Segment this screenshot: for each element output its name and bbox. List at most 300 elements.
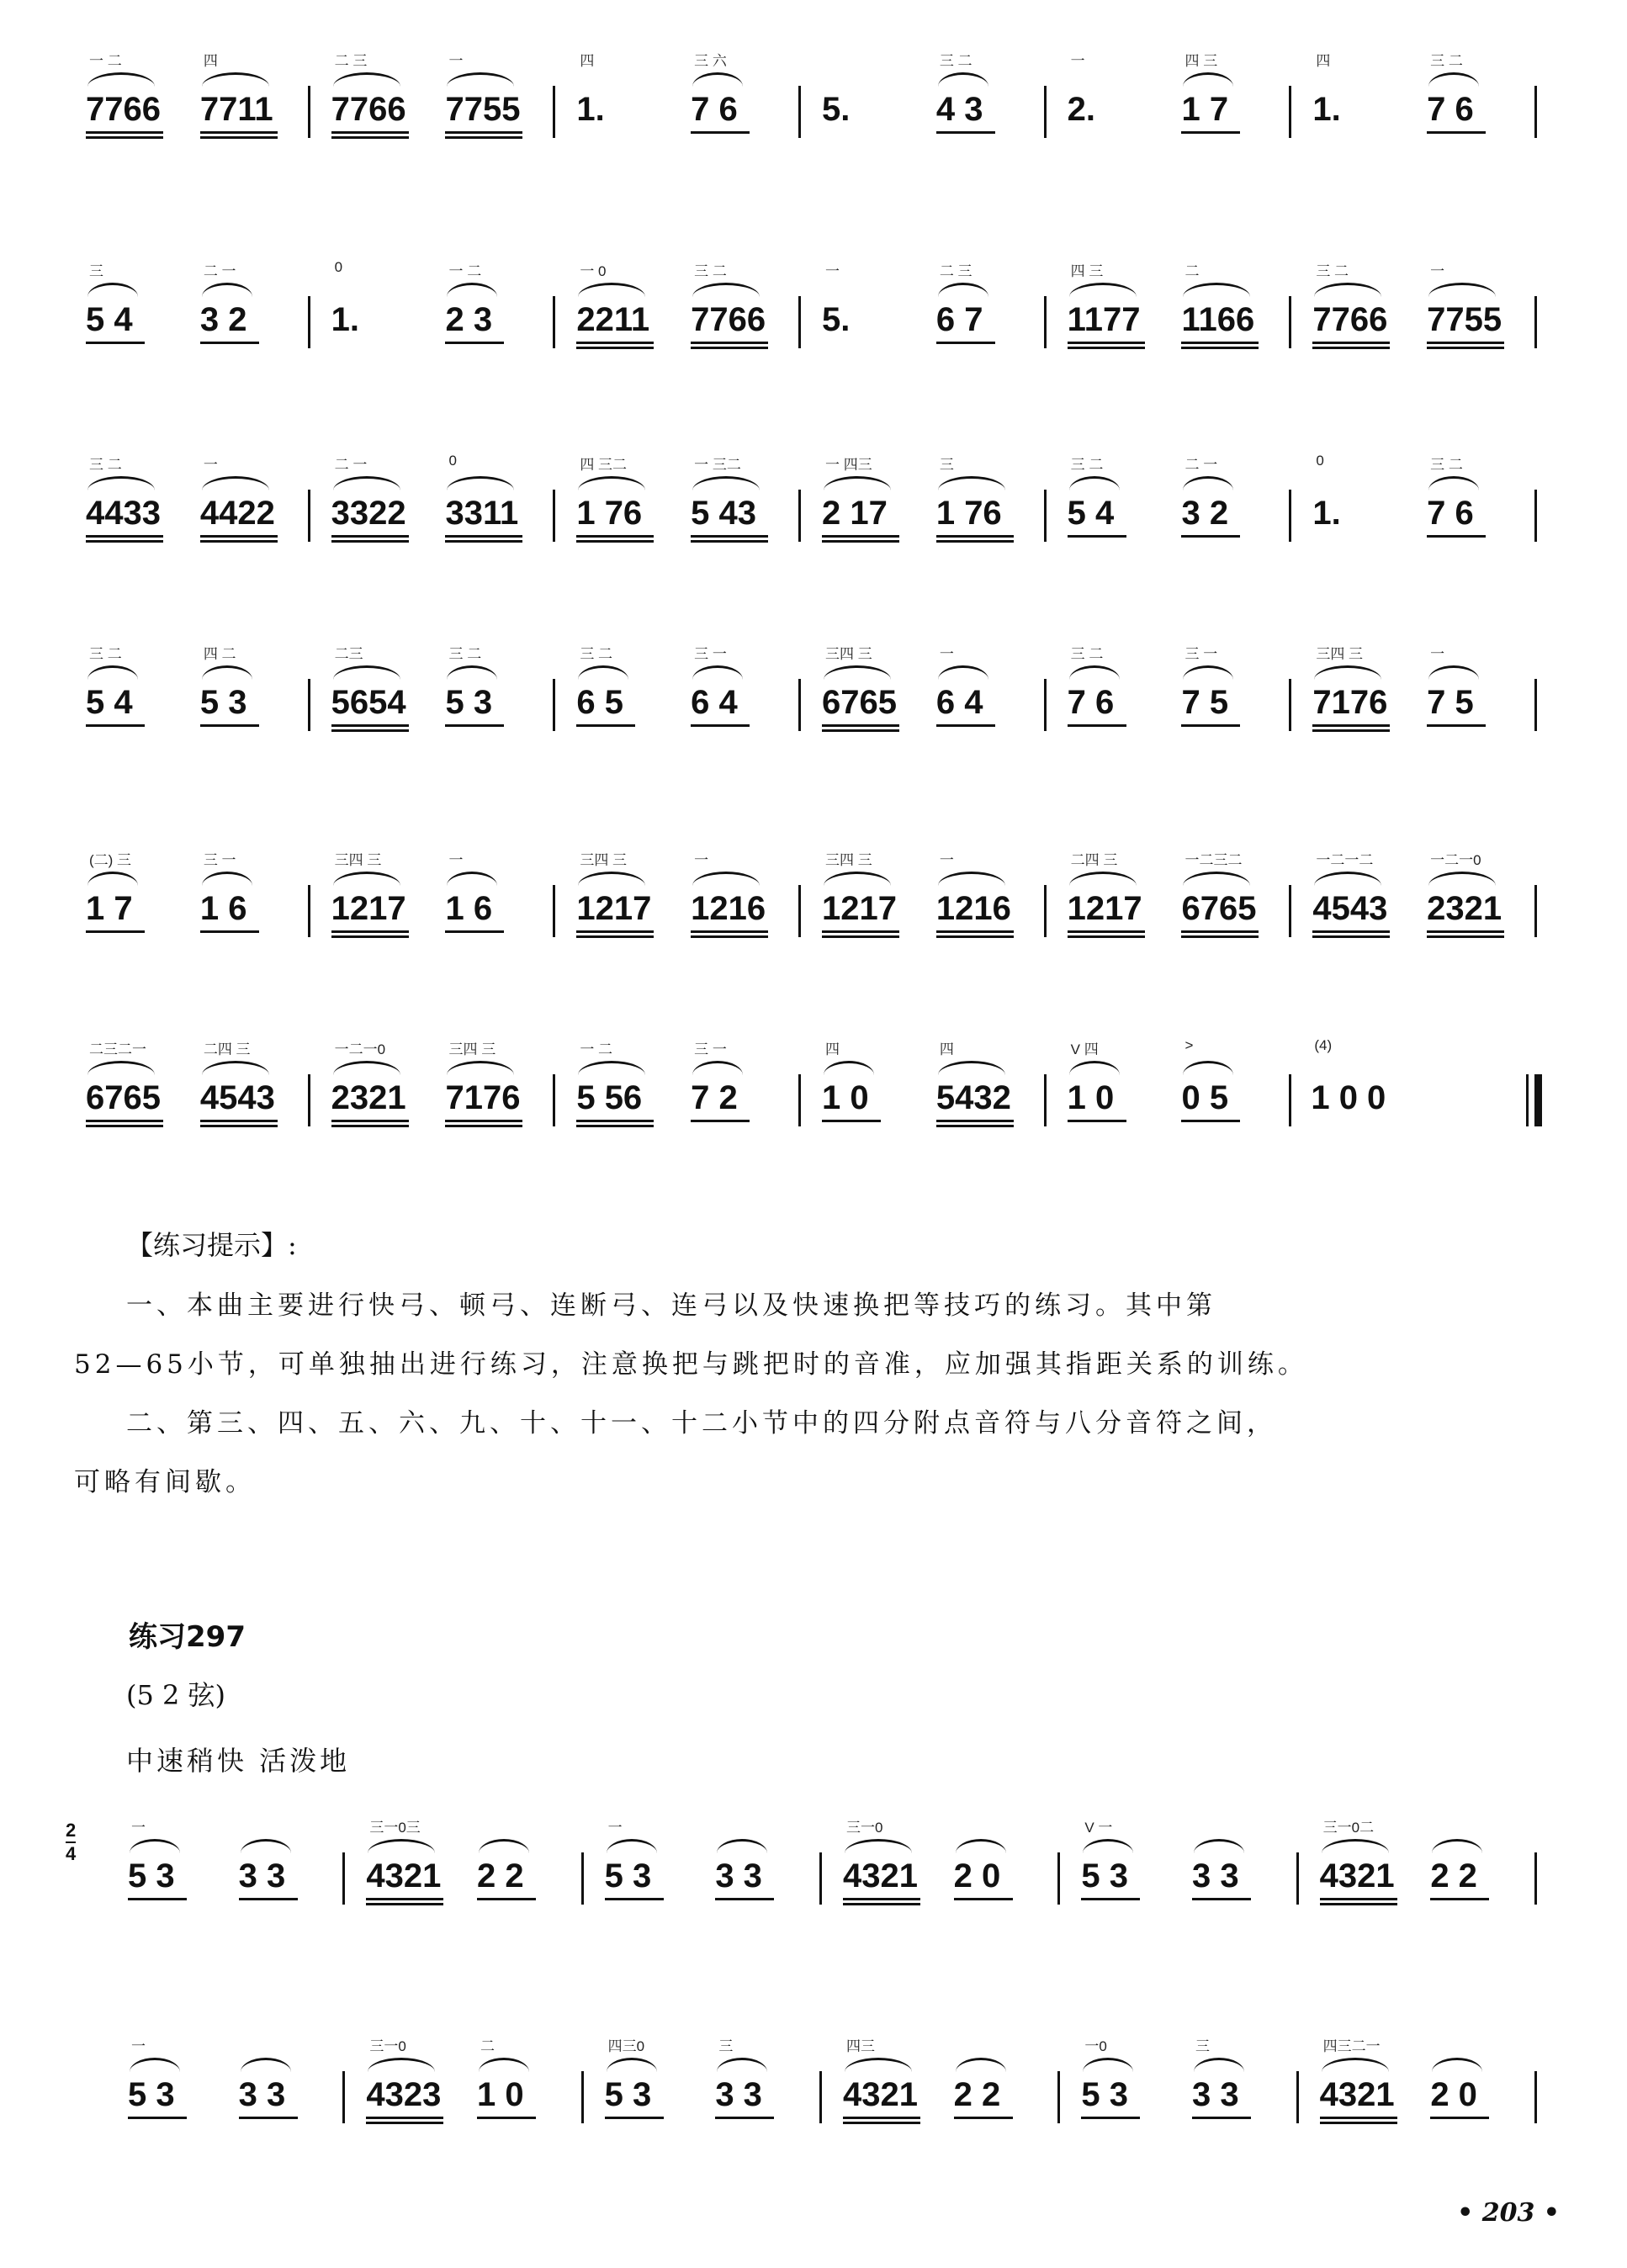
slur [1069, 1061, 1120, 1075]
beam-line [954, 1898, 1013, 1900]
beam-line [445, 1125, 522, 1127]
slur [1183, 665, 1233, 680]
slur [1428, 665, 1479, 680]
measure [1294, 244, 1540, 370]
fingering-mark: 一0 [1084, 2038, 1107, 2054]
beam-line [86, 1120, 163, 1122]
barline [798, 885, 801, 937]
beam-line [843, 1898, 920, 1900]
beam-line [605, 1898, 664, 1900]
measure [803, 833, 1049, 959]
slur [202, 72, 269, 87]
slur [368, 1839, 435, 1853]
note-group: 6765 [822, 684, 897, 721]
barline [1534, 885, 1537, 937]
beam-line [822, 535, 899, 538]
fingering-mark: 二 三 [334, 53, 368, 69]
note-group: 5 3 [604, 2076, 652, 2113]
beam-line [576, 342, 654, 344]
slur [692, 476, 760, 490]
beam-line [1427, 347, 1504, 349]
note-group: 7 5 [1181, 684, 1229, 721]
slur [1194, 1839, 1244, 1853]
fingering-mark: (4) [1314, 1037, 1333, 1053]
beam-line [576, 930, 654, 933]
fingering-mark: 三四 三 [825, 646, 872, 662]
beam-line [954, 2117, 1013, 2119]
beam-line [936, 1120, 1014, 1122]
slur [202, 1061, 269, 1075]
note-group: 5 3 [445, 684, 493, 721]
slur [1069, 872, 1137, 886]
score-row-1 [0, 34, 1627, 160]
note-group: 1 7 [1181, 91, 1229, 128]
note-group: 1216 [691, 890, 766, 927]
beam-line [691, 540, 768, 543]
measure [1049, 833, 1295, 959]
beam-line [445, 1120, 522, 1122]
beam-line [936, 131, 995, 134]
fingering-mark: 四 [1316, 53, 1331, 69]
fingering-mark: 四 [203, 53, 218, 69]
beam-line [1181, 535, 1240, 538]
beam-line [576, 535, 654, 538]
slur [824, 476, 891, 490]
measure [558, 627, 803, 753]
note-group: 5654 [331, 684, 406, 721]
beam-line [1068, 1120, 1126, 1122]
beam-line [86, 540, 163, 543]
note-group: 7755 [445, 91, 521, 128]
beam-line [200, 1120, 278, 1122]
beam-line [1430, 2117, 1489, 2119]
measure [1063, 1800, 1301, 1926]
barline [1534, 490, 1537, 542]
beam-line [1312, 935, 1390, 938]
note-group: 5 4 [86, 301, 133, 338]
beam-line [1181, 342, 1259, 344]
beam-line [1312, 724, 1390, 727]
beam-line [239, 1898, 298, 1900]
beam-line [1312, 930, 1390, 933]
fingering-mark: 一 [203, 457, 218, 473]
note-group: 6 4 [935, 684, 983, 721]
measure [347, 1800, 586, 1926]
slur [1069, 665, 1120, 680]
slur [130, 1839, 180, 1853]
beam-line [86, 1125, 163, 1127]
measure [1049, 1022, 1295, 1148]
fingering-mark: 三 二 [580, 646, 613, 662]
fingering-mark: 三一0 [369, 2038, 406, 2054]
note-group: 5432 [935, 1079, 1011, 1116]
fingering-mark: 三四 三 [334, 852, 382, 868]
slur [607, 1839, 657, 1853]
beam-line [1068, 724, 1126, 727]
slur [1083, 1839, 1133, 1853]
beam-line [366, 2117, 443, 2119]
beam-line [822, 935, 899, 938]
measure [1049, 437, 1295, 564]
note-group: 1 76 [576, 495, 643, 532]
barline [308, 679, 310, 731]
note-group: 5 3 [128, 1857, 175, 1894]
note-group: 1216 [935, 890, 1011, 927]
measure [1294, 1022, 1540, 1148]
slur [447, 1061, 514, 1075]
slur [1069, 283, 1137, 297]
fingering-mark: 一 [939, 646, 954, 662]
barline [1289, 885, 1291, 937]
barline [581, 1852, 584, 1905]
slur [1183, 872, 1250, 886]
barline [1044, 885, 1047, 937]
note-group: 1217 [576, 890, 652, 927]
hint-para2-line2: 可略有间歇。 [74, 1467, 256, 1497]
slur [479, 1839, 529, 1853]
fingering-mark: 四三 [846, 2038, 875, 2054]
slur [1428, 283, 1496, 297]
fingering-mark: 一 [131, 1820, 146, 1836]
barline [581, 2071, 584, 2123]
note-group: 2 2 [476, 1857, 524, 1894]
score-row-8 [0, 2019, 1627, 2145]
fingering-mark: 0 [334, 259, 343, 275]
fingering-mark: 二 三 [939, 263, 972, 279]
beam-line [822, 1120, 881, 1122]
note-group: 5 3 [128, 2076, 175, 2113]
barline [1534, 296, 1537, 348]
beam-line [691, 131, 750, 134]
note-group: 1 0 [1067, 1079, 1115, 1116]
note-group: 7766 [1312, 301, 1388, 338]
beam-line [200, 136, 278, 139]
slur [1428, 872, 1496, 886]
note-group: 5 4 [86, 684, 133, 721]
slur [130, 2058, 180, 2072]
beam-line [331, 935, 409, 938]
note-group: 4543 [199, 1079, 275, 1116]
note-group: 4321 [1319, 2076, 1395, 2113]
beam-line [200, 724, 259, 727]
barline [1044, 679, 1047, 731]
barline [798, 296, 801, 348]
measure [1301, 2019, 1540, 2145]
measure [1294, 833, 1540, 959]
barline [308, 86, 310, 138]
beam-line [1068, 930, 1145, 933]
note-group: 7176 [445, 1079, 521, 1116]
beam-line [1320, 2122, 1397, 2124]
fingering-mark: 三 [1195, 2038, 1210, 2054]
slur [938, 476, 1005, 490]
measure [109, 2019, 347, 2145]
beam-line [1312, 729, 1390, 732]
beam-line [691, 342, 768, 344]
measure [558, 437, 803, 564]
barline [1289, 1074, 1291, 1126]
barline [308, 885, 310, 937]
slur [1183, 283, 1250, 297]
beam-line [1181, 131, 1240, 134]
fingering-mark: 四 三 [1184, 53, 1218, 69]
beam-line [822, 724, 899, 727]
beam-line [1320, 1903, 1397, 1905]
beam-line [936, 540, 1014, 543]
slur [845, 1839, 912, 1853]
barline [798, 679, 801, 731]
fingering-mark: 三 二 [1316, 263, 1349, 279]
fingering-mark: (二) 三 [89, 852, 132, 868]
beam-line [200, 930, 259, 933]
hint-para1-line2: 52—65小节，可单独抽出进行练习，注意换把与跳把时的音准，应加强其指距关系的训练。 [74, 1349, 1308, 1380]
beam-line [331, 136, 409, 139]
note-group: 2. [1067, 91, 1096, 128]
beam-line [576, 1125, 654, 1127]
score-row-7 [0, 1800, 1627, 1926]
fingering-mark: 二 [480, 2038, 495, 2054]
slur [692, 72, 743, 87]
fingering-mark: 一 二 [89, 53, 122, 69]
note-group: 2 2 [1430, 1857, 1477, 1894]
note-group: 1 0 [476, 2076, 524, 2113]
fingering-mark: 三四 三 [1316, 646, 1364, 662]
barline [308, 1074, 310, 1126]
slur [692, 665, 743, 680]
beam-line [936, 930, 1014, 933]
slur [202, 665, 252, 680]
beam-line [445, 535, 522, 538]
note-group: 7711 [199, 91, 273, 128]
barline [308, 490, 310, 542]
fingering-mark: 一二一二 [1316, 852, 1374, 868]
beam-line [1068, 347, 1145, 349]
note-group: 7 6 [1067, 684, 1115, 721]
barline [1296, 1852, 1299, 1905]
note-group: 1. [576, 91, 605, 128]
beam-line [1427, 342, 1504, 344]
barline [342, 1852, 345, 1905]
beam-line [691, 535, 768, 538]
slur [333, 476, 400, 490]
beam-line [331, 729, 409, 732]
slur [87, 1061, 155, 1075]
slur [87, 872, 138, 886]
measure [67, 627, 313, 753]
fingering-mark: 三四 三 [825, 852, 872, 868]
fingering-mark: 一 [939, 852, 954, 868]
fingering-mark: 一 0 [580, 263, 607, 279]
beam-line [477, 1898, 536, 1900]
beam-line [86, 136, 163, 139]
fingering-mark: 一 四三 [825, 457, 872, 473]
note-group: 3 3 [715, 1857, 762, 1894]
slur [87, 283, 138, 297]
beam-line [86, 930, 145, 933]
note-group: 4 3 [935, 91, 983, 128]
note-group: 1. [331, 301, 360, 338]
fingering-mark: 一 [1070, 53, 1085, 69]
fingering-mark: 三一0 [846, 1820, 883, 1836]
fingering-mark: 二 一 [1184, 457, 1218, 473]
beam-line [1427, 930, 1504, 933]
note-group: 2 2 [953, 2076, 1001, 2113]
barline [1534, 2071, 1537, 2123]
fingering-mark: 三 一 [694, 646, 727, 662]
slur [692, 1061, 743, 1075]
slur [956, 1839, 1006, 1853]
slur [578, 1061, 645, 1075]
note-group: 4433 [86, 495, 161, 532]
note-group: 6 5 [576, 684, 623, 721]
page-number: • 203 • [1457, 2198, 1560, 2228]
note-group: 1 0 [822, 1079, 869, 1116]
slur [1083, 2058, 1133, 2072]
slur [578, 283, 645, 297]
note-group: 1 76 [935, 495, 1002, 532]
beam-line [331, 724, 409, 727]
beam-line [843, 2117, 920, 2119]
fingering-mark: 一 二 [448, 263, 482, 279]
fingering-mark: 四 三二 [580, 457, 628, 473]
beam-line [331, 1125, 409, 1127]
note-group: 2211 [576, 301, 650, 338]
slur [87, 476, 155, 490]
fingering-mark: 三 二 [89, 457, 122, 473]
time-signature-bottom: 4 [66, 1843, 77, 1864]
fingering-mark: 一二三二 [1184, 852, 1243, 868]
slur [956, 2058, 1006, 2072]
beam-line [715, 1898, 774, 1900]
measure [313, 244, 559, 370]
barline [1289, 296, 1291, 348]
note-group: 5 3 [604, 1857, 652, 1894]
note-group: 6765 [86, 1079, 161, 1116]
beam-line [1427, 535, 1486, 538]
slur [938, 283, 988, 297]
barline [1044, 1074, 1047, 1126]
beam-line [936, 935, 1014, 938]
fingering-mark: 三 六 [694, 53, 727, 69]
slur [938, 872, 1005, 886]
slur [447, 72, 514, 87]
beam-line [86, 131, 163, 134]
note-group: 7176 [1312, 684, 1388, 721]
beam-line [1068, 342, 1145, 344]
slur [447, 283, 497, 297]
measure [803, 244, 1049, 370]
beam-line [445, 131, 522, 134]
beam-line [331, 131, 409, 134]
note-group: 2321 [331, 1079, 406, 1116]
beam-line [1427, 131, 1486, 134]
barline [1289, 679, 1291, 731]
barline [1534, 679, 1537, 731]
measure [1049, 244, 1295, 370]
measure [109, 1800, 347, 1926]
note-group: 5 3 [199, 684, 247, 721]
note-group: 1217 [331, 890, 406, 927]
beam-line [576, 935, 654, 938]
fingering-mark: 三四 三 [448, 1041, 496, 1057]
barline [553, 885, 555, 937]
measure [1301, 1800, 1540, 1926]
note-group: 5 4 [1067, 495, 1115, 532]
barline [1526, 1074, 1529, 1126]
note-group: 3 2 [1181, 495, 1229, 532]
beam-line [445, 724, 504, 727]
slur [1194, 2058, 1244, 2072]
fingering-mark: 二三二一 [89, 1041, 146, 1057]
slur [578, 872, 645, 886]
time-signature [66, 1821, 76, 1863]
fingering-mark: 三一0三 [369, 1820, 421, 1836]
note-group: 1217 [1067, 890, 1142, 927]
beam-line [822, 540, 899, 543]
hint-title: 【练习提示】: [126, 1229, 297, 1261]
note-group: 3 3 [238, 1857, 286, 1894]
fingering-mark: 0 [448, 453, 457, 469]
slur [717, 2058, 767, 2072]
barline [1044, 296, 1047, 348]
fingering-mark: 三 一 [1184, 646, 1218, 662]
beam-line [1081, 2117, 1140, 2119]
time-signature-top: 2 [66, 1820, 77, 1841]
beam-line [366, 1898, 443, 1900]
beam-line [86, 535, 163, 538]
note-group: 7755 [1427, 301, 1502, 338]
note-group: 4321 [366, 1857, 442, 1894]
slur [824, 665, 891, 680]
barline [1057, 2071, 1060, 2123]
beam-line [1192, 2117, 1251, 2119]
fingering-mark: 三四 三 [580, 852, 628, 868]
note-group: 6765 [1181, 890, 1257, 927]
beam-line [1068, 535, 1126, 538]
fingering-mark: V 一 [1084, 1820, 1113, 1836]
measure [803, 437, 1049, 564]
exercise-tempo: 中速稍快 活泼地 [126, 1745, 351, 1777]
note-group: 1. [1312, 91, 1341, 128]
measure [347, 2019, 586, 2145]
slur [607, 2058, 657, 2072]
beam-line [605, 2117, 664, 2119]
measure [803, 627, 1049, 753]
beam-line [1181, 930, 1259, 933]
fingering-mark: 三 [89, 263, 103, 279]
fingering-mark: 四 二 [203, 646, 236, 662]
note-group: 7 6 [1427, 495, 1474, 532]
measure [1294, 437, 1540, 564]
fingering-mark: 二 一 [334, 457, 368, 473]
beam-line [1181, 935, 1259, 938]
note-group: 6 7 [935, 301, 983, 338]
barline [1534, 1852, 1537, 1905]
slur [1069, 476, 1120, 490]
beam-line [1430, 1898, 1489, 1900]
slur [241, 1839, 291, 1853]
note-group: 2 0 [1430, 2076, 1477, 2113]
slur [1183, 1061, 1233, 1075]
barline [819, 1852, 822, 1905]
barline [553, 679, 555, 731]
fingering-mark: 一 [825, 263, 840, 279]
fingering-mark: 三 [718, 2038, 734, 2054]
note-group: 7766 [331, 91, 406, 128]
slur [578, 665, 628, 680]
fingering-mark: 二 一 [203, 263, 236, 279]
note-group: 4422 [199, 495, 275, 532]
